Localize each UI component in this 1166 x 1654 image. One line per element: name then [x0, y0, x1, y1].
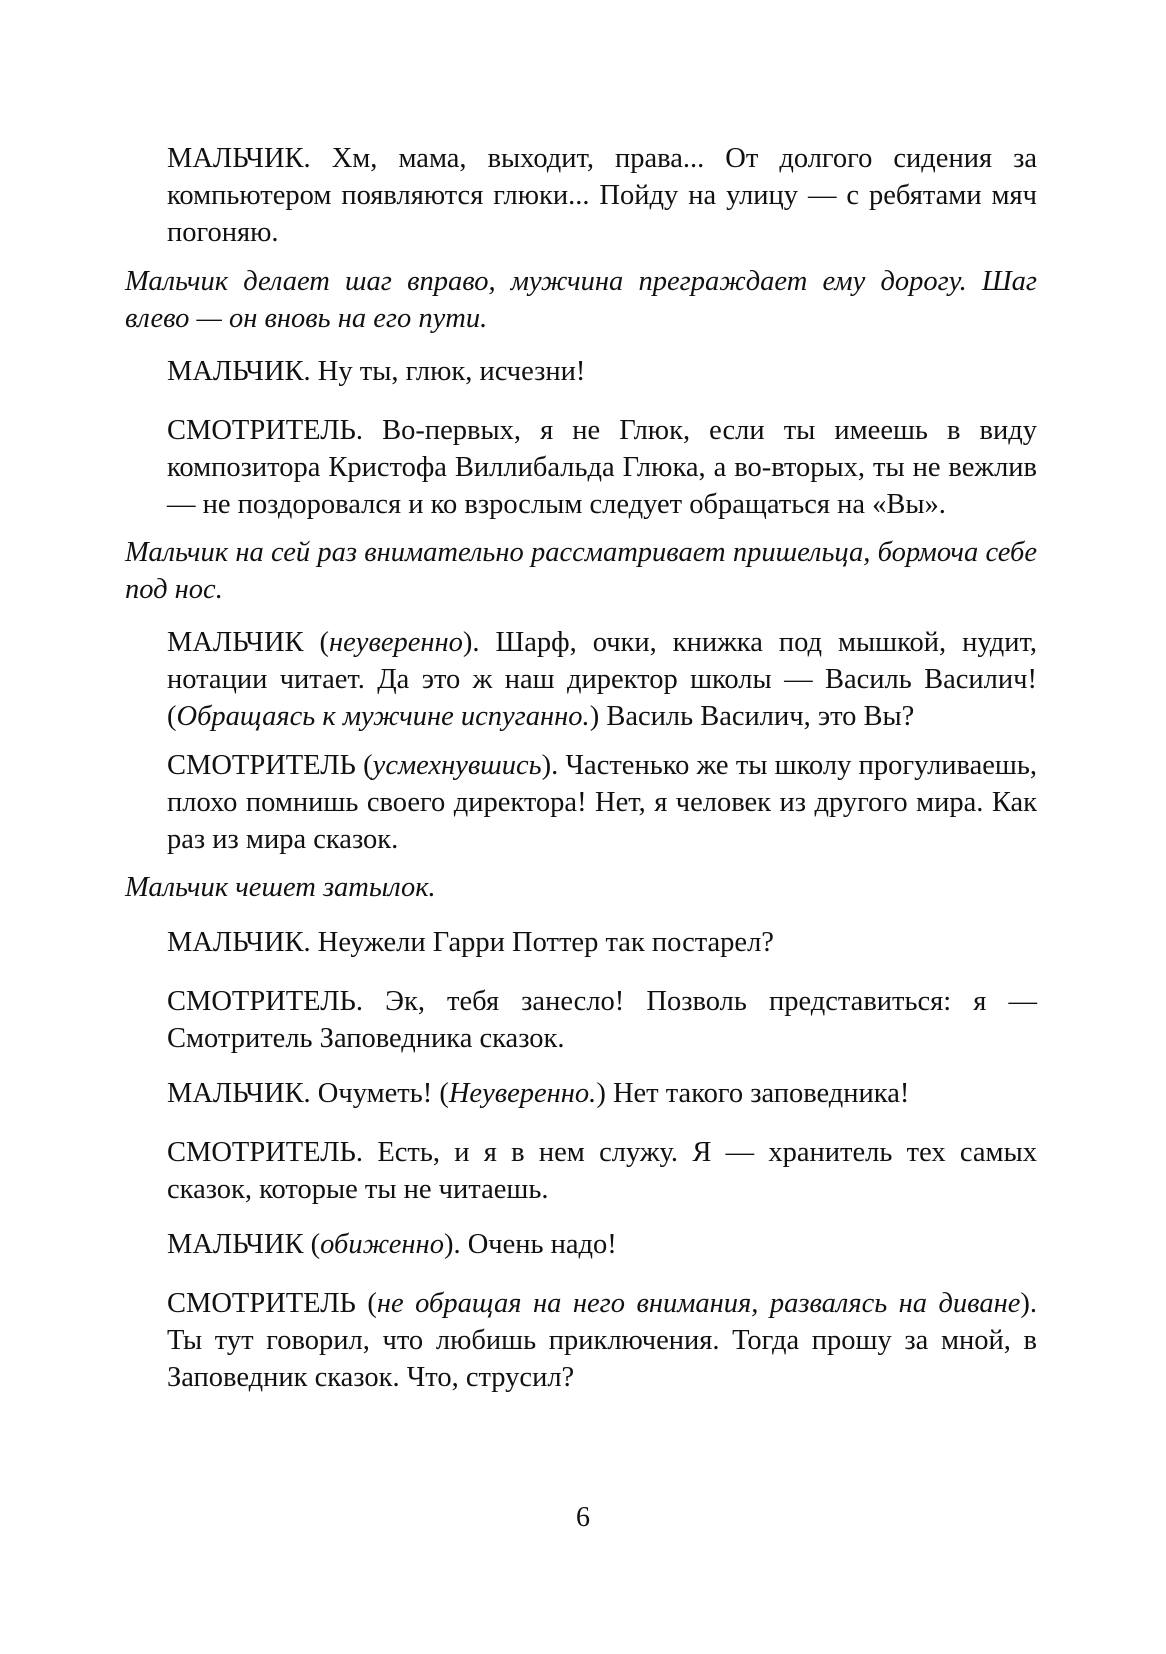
- speech-text: Неужели Гарри Поттер так постарел?: [310, 927, 774, 958]
- stage-direction: Мальчик чешет затылок.: [125, 872, 436, 903]
- dialogue-paragraph: [167, 924, 1037, 961]
- stage-remark: Неуверенно.: [448, 1078, 597, 1109]
- stage-remark: Обращаясь к мужчине испуганно.: [176, 701, 590, 732]
- speaker: СМОТРИТЕЛЬ.: [167, 415, 364, 446]
- speaker: СМОТРИТЕЛЬ.: [167, 1137, 364, 1168]
- dialogue-paragraph: [167, 412, 1037, 523]
- stage-remark: обиженно: [320, 1229, 444, 1260]
- speech-text: Есть, и я в нем служу. Я — хранитель тех самых сказок, которые ты не читаешь.: [167, 1137, 1037, 1205]
- speaker: МАЛЬЧИК.: [167, 356, 311, 387]
- speaker: СМОТРИТЕЛЬ.: [167, 986, 364, 1017]
- dialogue-paragraph: [167, 353, 1037, 390]
- speech-text: Во-первых, я не Глюк, если ты имеешь в виду композитора Кристофа Виллибальда Глюка, а во-вторых, ты не вежлив — не поздоровался и ко взрослым следует обращаться на «Вы».: [167, 415, 1037, 520]
- dialogue-paragraph: МАЛЬЧИК. Очуметь! (Неуверенно.) Нет такого заповедника!: [167, 1078, 910, 1109]
- speech-text: Очень надо!: [460, 1229, 617, 1260]
- stage-remark: усмехнувшись: [372, 750, 542, 781]
- speech-text: Василь Василич, это Вы?: [599, 701, 915, 732]
- dialogue-paragraph: СМОТРИТЕЛЬ (не обращая на него внимания, развалясь на диване). Ты тут говорил, что любишь приключения. Тогда прошу за мной, в Заповедник сказок. Что, струсил?: [167, 1288, 1037, 1393]
- speaker: МАЛЬЧИК.: [167, 1078, 311, 1109]
- speaker: СМОТРИТЕЛЬ: [167, 1288, 356, 1319]
- stage-direction: Мальчик делает шаг вправо, мужчина преграждает ему дорогу. Шаг влево — он вновь на его пути.: [125, 266, 1037, 334]
- speech-text: Ну ты, глюк, исчезни!: [310, 356, 586, 387]
- speech-text: Эк, тебя занесло! Позволь представиться: я — Смотритель Заповедника сказок.: [167, 986, 1037, 1054]
- dialogue-paragraph: МАЛЬЧИК (обиженно). Очень надо!: [167, 1229, 617, 1260]
- dialogue-paragraph: СМОТРИТЕЛЬ (усмехнувшись). Частенько же ты школу прогуливаешь, плохо помнишь своего директора! Нет, я человек из другого мира. Как раз из мира сказок.: [167, 750, 1037, 855]
- dialogue-paragraph: МАЛЬЧИК (неуверенно). Шарф, очки, книжка под мышкой, нудит, нотации читает. Да это ж наш директор школы — Василь Василич! (Обращаясь к мужчине испуганно.) Василь Василич, это Вы?: [167, 627, 1037, 732]
- speaker: МАЛЬЧИК: [167, 1229, 304, 1260]
- speaker: СМОТРИТЕЛЬ: [167, 750, 356, 781]
- stage-direction: Мальчик на сей раз внимательно рассматривает пришельца, бормоча себе под нос.: [125, 537, 1037, 605]
- dialogue-paragraph: [167, 140, 1037, 251]
- speech-text: Ты тут говорил, что любишь приключения. Тогда прошу за мной, в Заповедник сказок. Что, струсил?: [167, 1325, 1037, 1393]
- speech-text: Хм, мама, выходит, права... От долгого сидения за компьютером появляются глюки... Пойду на улицу — с ребятами мяч погоняю.: [167, 143, 1037, 248]
- stage-remark: неуверенно: [329, 627, 463, 658]
- speech-text: Шарф, очки, книжка под мышкой, нудит, нотации читает. Да это ж наш директор школы — Василь Василич!: [167, 627, 1037, 695]
- speech-text: Очуметь!: [310, 1078, 433, 1109]
- stage-remark: не обращая на него внимания, развалясь на диване: [376, 1288, 1021, 1319]
- speech-text: Нет такого заповедника!: [605, 1078, 910, 1109]
- speech-text: Частенько же ты школу прогуливаешь, плохо помнишь своего директора! Нет, я человек из другого мира. Как раз из мира сказок.: [167, 750, 1037, 855]
- page-number: 6: [576, 1502, 590, 1533]
- dialogue-paragraph: [167, 983, 1037, 1057]
- speaker: МАЛЬЧИК.: [167, 143, 311, 174]
- dialogue-paragraph: [167, 1134, 1037, 1208]
- speaker: МАЛЬЧИК.: [167, 927, 311, 958]
- speaker: МАЛЬЧИК: [167, 627, 304, 658]
